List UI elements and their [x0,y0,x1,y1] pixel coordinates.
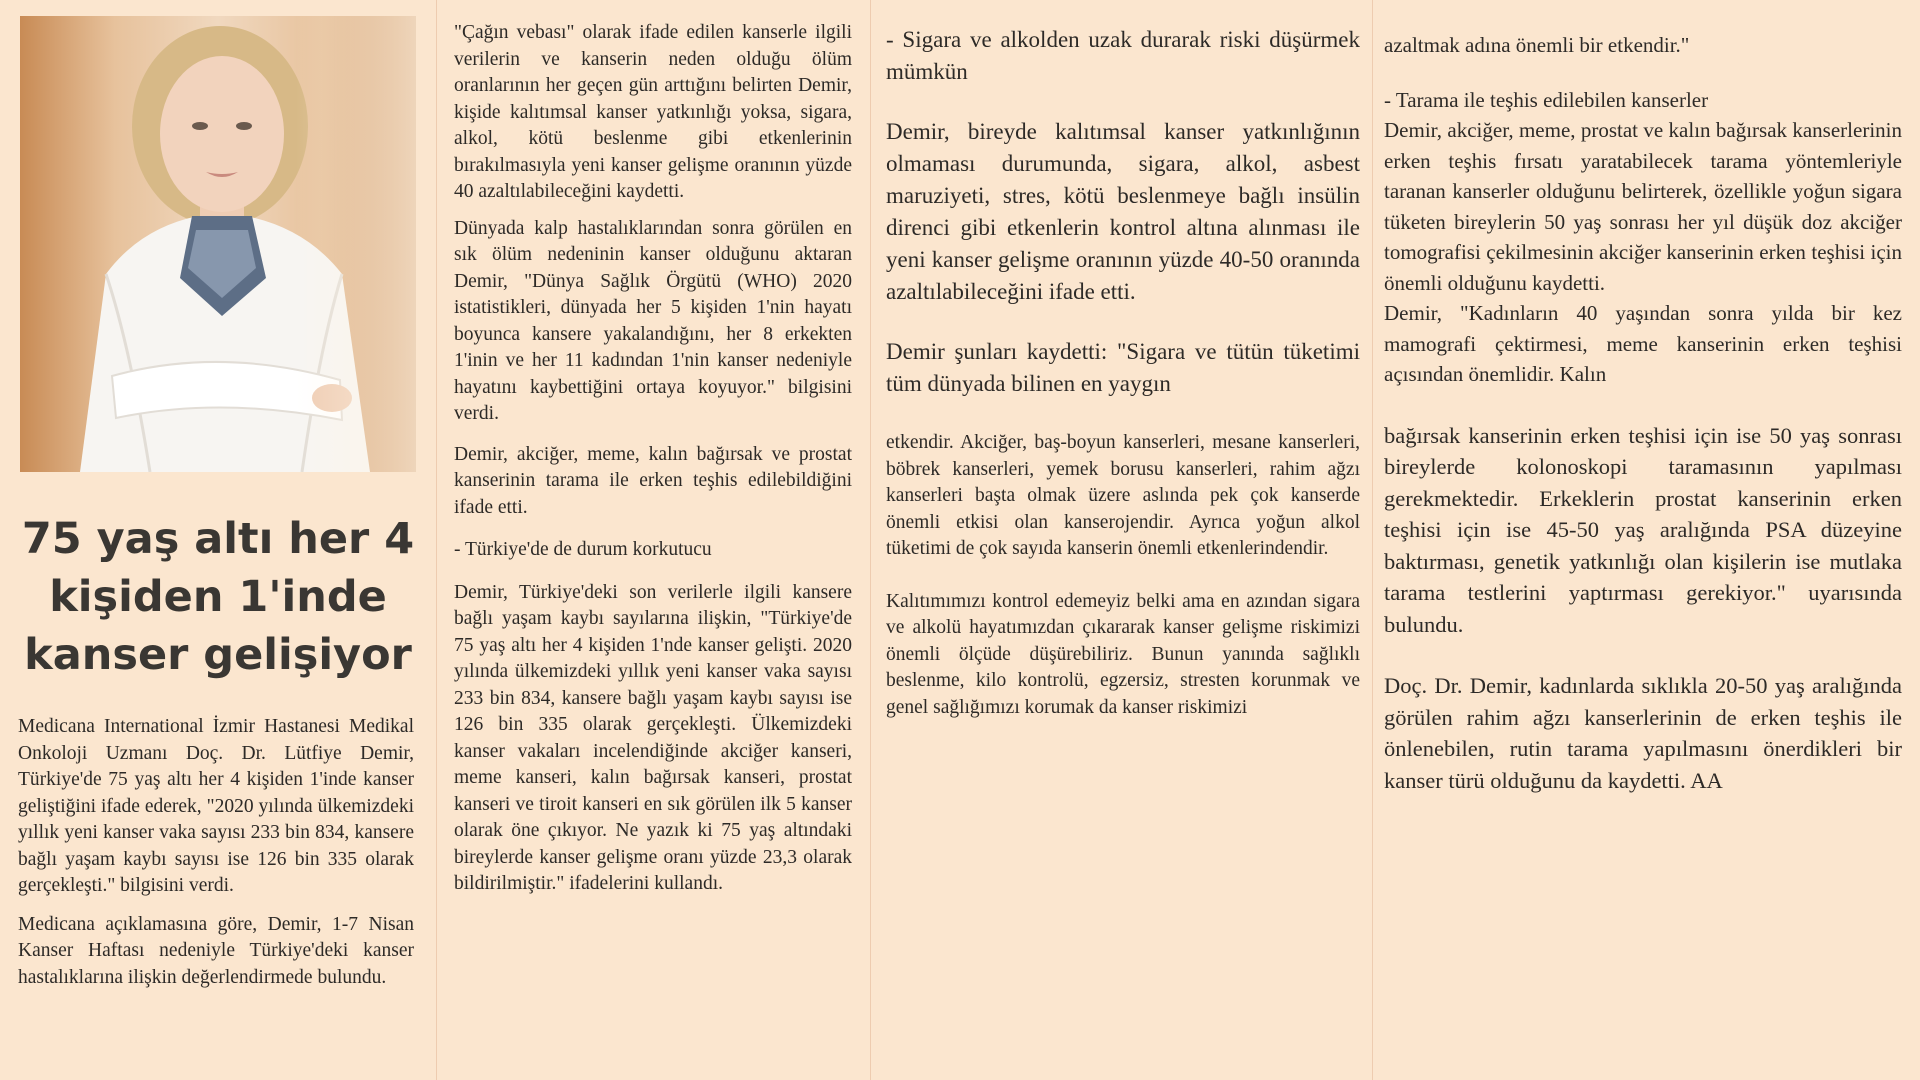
paragraph: Demir, akciğer, meme, prostat ve kalın bağırsak kanserlerinin erken teşhis fırsatı yaratabilecek tarama yöntemleriyle taranan kanserler olduğunu belirterek, özellikle yoğun sigara tüketen bireylerin 50 yaş sonrası her yıl düşük doz akciğer tomografisi çekilmesinin akciğer kanserinin erken teşhisi için önemli olduğunu kaydetti. [1384,118,1902,295]
subheading: - Tarama ile teşhis edilebilen kanserler [1384,87,1709,112]
column-lead-block [886,24,1360,400]
subheading: - Sigara ve alkolden uzak durarak riski düşürmek mümkün [886,27,1360,84]
paragraph: Demir, "Kadınların 40 yaşından sonra yılda bir kez mamografi çektirmesi, meme kanserinin erken teşhisi açısından önemlidir. Kalın [1384,301,1902,386]
paragraph: Demir, bireyde kalıtımsal kanser yatkınlığının olmaması durumunda, sigara, alkol, asbest maruziyeti, stres, kötü beslenmeye bağlı insülin direnci gibi etkenlerin kontrol altına alınması ile yeni kanser gelişme oranının yüzde 40-50 oranında azaltılabileceğini ifade etti. [886,119,1360,304]
column-separator [870,0,871,1080]
paragraph: Dünyada kalp hastalıklarından sonra görülen en sık ölüm nedeninin kanser olduğunu aktaran Demir, "Dünya Sağlık Örgütü (WHO) 2020 istatistikleri, dünyada her 5 kişiden 1'nin hayatı boyunca kansere yakalandığını, her 8 erkekten 1'inin ve her 11 kadından 1'nin kanser nedeniyle hayatını kaybettiğini ortaya koyuyor." bilgisini verdi. [454,217,852,424]
column-top-block [1384,30,1902,390]
article-column-2 [454,20,852,898]
paragraph: Doç. Dr. Demir, kadınlarda sıklıkla 20-50 yaş aralığında görülen rahim ağzı kanserlerinin de erken teşhis ile önlenebilen, rutin tarama yapılmasını önerdikleri bir kanser türü olduğunu da kaydetti. AA [1384,673,1902,793]
paragraph: Demir, Türkiye'deki son verilerle ilgili kansere bağlı yaşam kaybı sayılarına ilişkin, "Türkiye'de 75 yaş altı her 4 kişiden 1'nde kanser gelişti. 2020 yılında ülkemizdeki yıllık yeni kanser vaka sayısı 233 bin 834, kansere bağlı yaşam kaybı sayısı ise 126 bin 335 olarak gerçekleşti. Ülkemizdeki kanser vakaları incelendiğinde akciğer kanseri, meme kanseri, kalın bağırsak kanseri, prostat kanseri ve tiroit kanseri en sık görülen ilk 5 kanser olarak öne çıkıyor. Ne yazık ki 75 yaş altındaki bireylerde kanser gelişme oranı yüzde 23,3 olarak bildirilmiştir." ifadelerini kullandı. [454,581,852,894]
paragraph: Medicana açıklamasına göre, Demir, 1-7 Nisan Kanser Haftası nedeniyle Türkiye'deki kanser hastalıklarına ilişkin değerlendirmede bulundu. [18,913,414,988]
column-separator [436,0,437,1080]
paragraph: Demir şunları kaydetti: "Sigara ve tütün tüketimi tüm dünyada bilinen en yaygın [886,339,1360,396]
paragraph: "Çağın vebası" olarak ifade edilen kanserle ilgili verilerin ve kanserin neden olduğu ölüm oranlarının her geçen gün arttığını belirten Demir, kişide kalıtımsal kanser yatkınlığı yoksa, sigara, alkol, kötü beslenme gibi etkenlerinin bırakılmasıyla yeni kanser gelişme oranının yüzde 40 azaltılabileceğini kaydetti. [454,22,852,202]
paragraph: Kalıtımımızı kontrol edemeyiz belki ama en azından sigara ve alkolü hayatımızdan çıkararak kanser gelişme riskimizi önemli ölçüde düşürebiliriz. Bunun yanında sağlıklı beslenme, kilo kontrolü, egzersiz, stresten korunmak ve genel sağlığımızı korumak da kanser riskimizi [886,590,1360,718]
doctor-photo [20,16,416,472]
subheading: - Türkiye'de de durum korkutucu [454,539,712,560]
article-headline: 75 yaş altı her 4 kişiden 1'inde kanser gelişiyor [21,514,415,680]
article-column-1 [18,714,414,991]
paragraph: Demir, akciğer, meme, kalın bağırsak ve prostat kanserinin tarama ile erken teşhis edilebildiğini ifade etti. [454,443,852,518]
paragraph: bağırsak kanserinin erken teşhisi için ise 50 yaş sonrası bireylerde kolonoskopi taramasının yapılması gerekmektedir. Erkeklerin prostat kanserinin erken teşhisi için ise 45-50 yaş aralığında PSA düzeyine baktırması, genetik yatkınlığı olan kişilerin ise mutlaka tarama testlerini yaptırması gerekiyor." uyarısında bulundu. [1384,422,1902,637]
article-column-3 [886,24,1360,721]
paragraph: azaltmak adına önemli bir etkendir." [1384,33,1690,57]
column-separator [1372,0,1373,1080]
paragraph: etkendir. Akciğer, baş-boyun kanserleri, mesane kanserleri, böbrek kanserleri, yemek borusu kanserleri, rahim ağzı kanserleri başta olmak üzere aslında pek çok kanserde önemli etkisi olan kanserojendir. Ayrıca yoğun alkol tüketimi de çok sayıda kanserin önemli etkenlerindendir. [886,432,1360,559]
paragraph: Medicana International İzmir Hastanesi Medikal Onkoloji Uzmanı Doç. Dr. Lütfiye Demir, Türkiye'de 75 yaş altı her 4 kişiden 1'inde kanser geliştiğini ifade ederek, "2020 yılında ülkemizdeki yıllık yeni kanser vaka sayısı 233 bin 834, kansere bağlı yaşam kaybı sayısı ise 126 bin 335 olarak gerçekleşti." bilgisini verdi. [18,716,414,896]
article-column-4 [1384,30,1902,796]
column-bottom-block [1384,420,1902,797]
